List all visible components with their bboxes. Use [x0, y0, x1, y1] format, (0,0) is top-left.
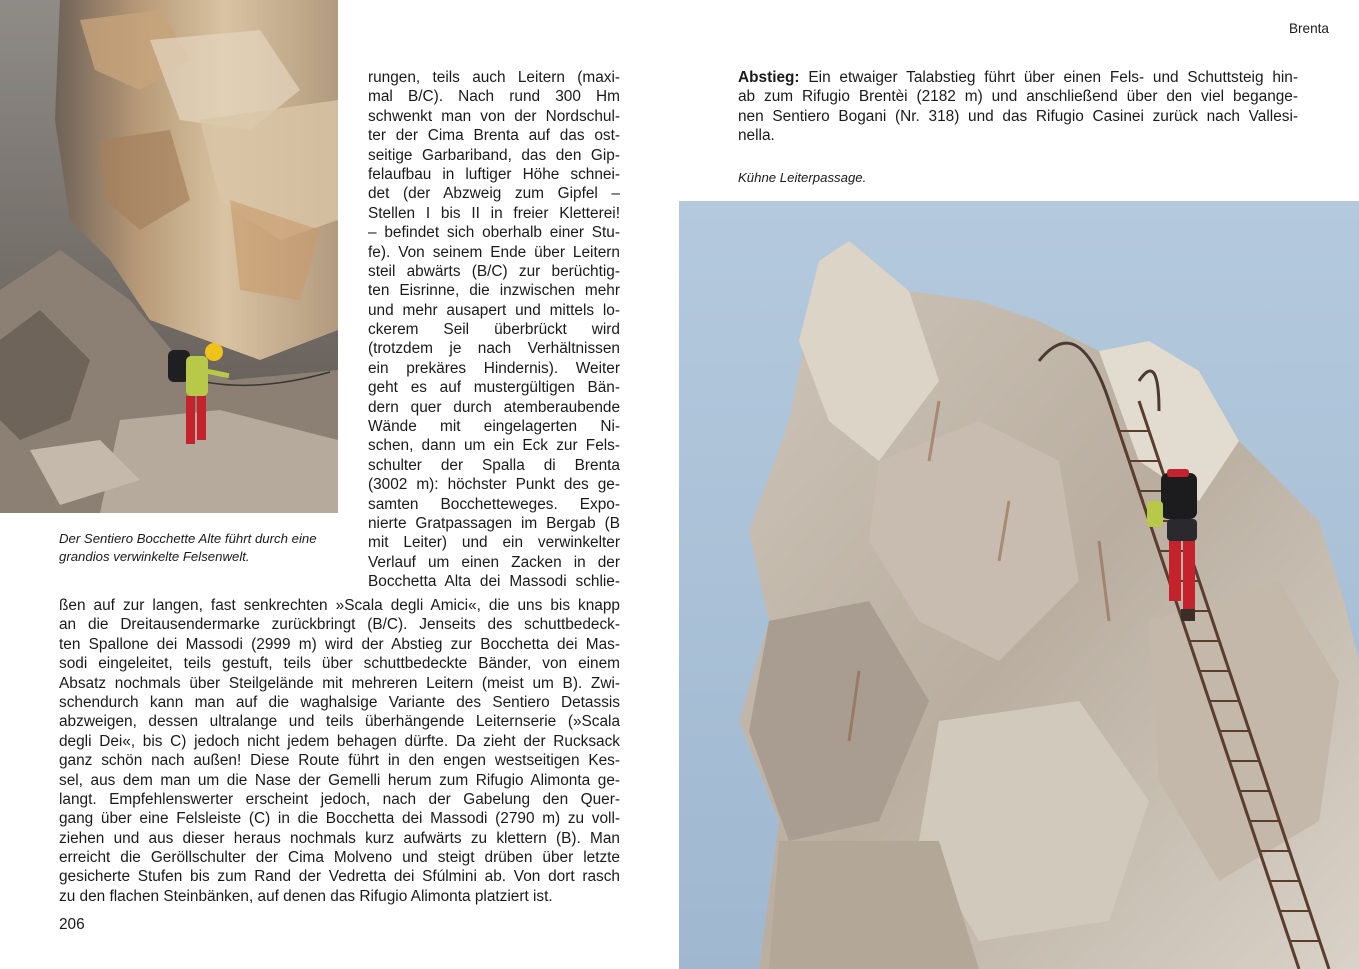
- body-text-narrow-column: [368, 68, 620, 592]
- photo-caption-left: [59, 530, 344, 566]
- text-line: Verlauf um einen Zacken in der: [368, 553, 620, 571]
- text-line: mal B/C). Nach rund 300 Hm: [368, 88, 620, 106]
- text-line: und mehr ausapert und mittels lo-: [368, 301, 620, 319]
- text-line: abzweigen, dessen ultralange und teils überhängende Leiternserie (»Scala: [59, 713, 620, 731]
- descent-label: Abstieg:: [738, 69, 800, 86]
- text-line: an die Dreitausendermarke zurückbringt (B/C). Jenseits des schuttbedeck-: [59, 616, 620, 634]
- text-line: ein prekäres Hindernis). Weiter: [368, 359, 620, 377]
- text-line: schen, dann um ein Eck zur Fels-: [368, 437, 620, 455]
- text-line: ten Eisrinne, die inzwischen mehr: [368, 282, 620, 300]
- text-line: ckerem Seil überbrückt wird: [368, 321, 620, 339]
- text-line: mit Leiter) und ein verwinkelter: [368, 534, 620, 552]
- text-line: erreicht die Geröllschulter der Cima Molveno und steigt drüben über letzte: [59, 849, 620, 867]
- running-head: Brenta: [1288, 21, 1329, 36]
- text-line: – befindet sich oberhalb einer Stu-: [368, 224, 620, 242]
- text-line: ziehen und aus dieser heraus nochmals kurz aufwärts zu klettern (B). Man: [59, 829, 620, 847]
- rock-wall-illustration: [0, 0, 338, 513]
- text-line: nella.: [738, 127, 775, 145]
- text-line: Wände mit eingelagerten Ni-: [368, 418, 620, 436]
- text-line: zu den flachen Steinbänken, auf denen das Rifugio Alimonta platziert ist.: [59, 887, 553, 905]
- page-number: 206: [59, 916, 85, 933]
- text-line: felaufbau in luftiger Höhe schnei-: [368, 165, 620, 183]
- text-line: ter der Cima Brenta auf das ost-: [368, 127, 620, 145]
- photo-ladder-climb: [679, 201, 1359, 969]
- text-line: schendurch kann man auf die waghalsige Variante des Sentiero Detassis: [59, 693, 620, 711]
- left-page: [0, 0, 679, 969]
- text-line: Absatz nochmals über Steilgelände mit mehreren Leitern (meist um B). Zwi-: [59, 674, 620, 692]
- text-line: seitige Garbariband, das den Gip-: [368, 146, 620, 164]
- text-line: (3002 m): höchster Punkt des ge-: [368, 476, 620, 494]
- caption-line: grandios verwinkelte Felsenwelt.: [59, 549, 250, 564]
- text-line: ßen auf zur langen, fast senkrechten »Scala degli Amici«, die uns bis knapp: [59, 597, 620, 614]
- text-line: Stellen I bis II in freier Kletterei!: [368, 204, 620, 222]
- text-line: gang über eine Felsleiste (C) in die Bocchetta dei Massodi (2790 m) zu voll-: [59, 810, 620, 828]
- text-line: ganz schön nach außen! Diese Route führt in den engen westseitigen Kes-: [59, 752, 620, 770]
- text-line: sel, aus dem man um die Nase der Gemelli herum zum Rifugio Alimonta ge-: [59, 771, 620, 789]
- text-line: gesicherte Stufen bis zum Rand der Vedretta dei Sfúlmini ab. Von dort rasch: [59, 868, 620, 886]
- text-line: ab zum Rifugio Brentèi (2182 m) und anschließend über den viel begange-: [738, 88, 1298, 106]
- text-line: nierte Gratpassagen im Bergab (B: [368, 514, 620, 532]
- text-line: degli Dei«, bis C) jedoch nicht jedem behagen dürfte. Da zieht der Rucksack: [59, 732, 620, 750]
- text-line: dern quer durch atemberaubende: [368, 398, 620, 416]
- descent-text: Ein etwaiger Talabstieg führt über einen Fels- und Schuttsteig hin-: [808, 69, 1298, 86]
- text-line: rungen, teils auch Leitern (maxi-: [368, 69, 620, 86]
- ladder-rock-illustration: [679, 201, 1359, 969]
- text-line: (trotzdem je nach Verhältnissen: [368, 340, 620, 358]
- photo-caption-right: Kühne Leiterpassage.: [738, 170, 867, 185]
- text-line: Bocchetta Alta dei Massodi schlie-: [368, 573, 620, 591]
- text-line: langt. Empfehlenswerter erscheint jedoch, nach der Gabelung den Quer-: [59, 790, 620, 808]
- text-line: [738, 68, 1298, 87]
- descent-paragraph: [738, 68, 1298, 146]
- right-page: [679, 0, 1359, 969]
- text-line: ten Spallone dei Massodi (2999 m) wird der Abstieg zur Bocchetta dei Mas-: [59, 635, 620, 653]
- text-line: schulter der Spalla di Brenta: [368, 456, 620, 474]
- body-text-wide-column: [59, 596, 620, 906]
- text-line: det (der Abzweig zum Gipfel –: [368, 185, 620, 203]
- text-line: steil abwärts (B/C) zur berüchtig-: [368, 262, 620, 280]
- text-line: samten Bocchetteweges. Expo-: [368, 495, 620, 513]
- text-line: sodi eingeleitet, teils gestuft, teils über schuttbedeckte Bänder, von einem: [59, 655, 620, 673]
- caption-line: Der Sentiero Bocchette Alte führt durch eine: [59, 531, 317, 546]
- photo-climber-rock-wall: [0, 0, 338, 513]
- text-line: nen Sentiero Bogani (Nr. 318) und das Rifugio Casinei zurück nach Vallesi-: [738, 107, 1298, 125]
- text-line: fe). Von seinem Ende über Leitern: [368, 243, 620, 261]
- text-line: schwenkt man von der Nordschul-: [368, 107, 620, 125]
- text-line: geht es auf mustergültigen Bän-: [368, 379, 620, 397]
